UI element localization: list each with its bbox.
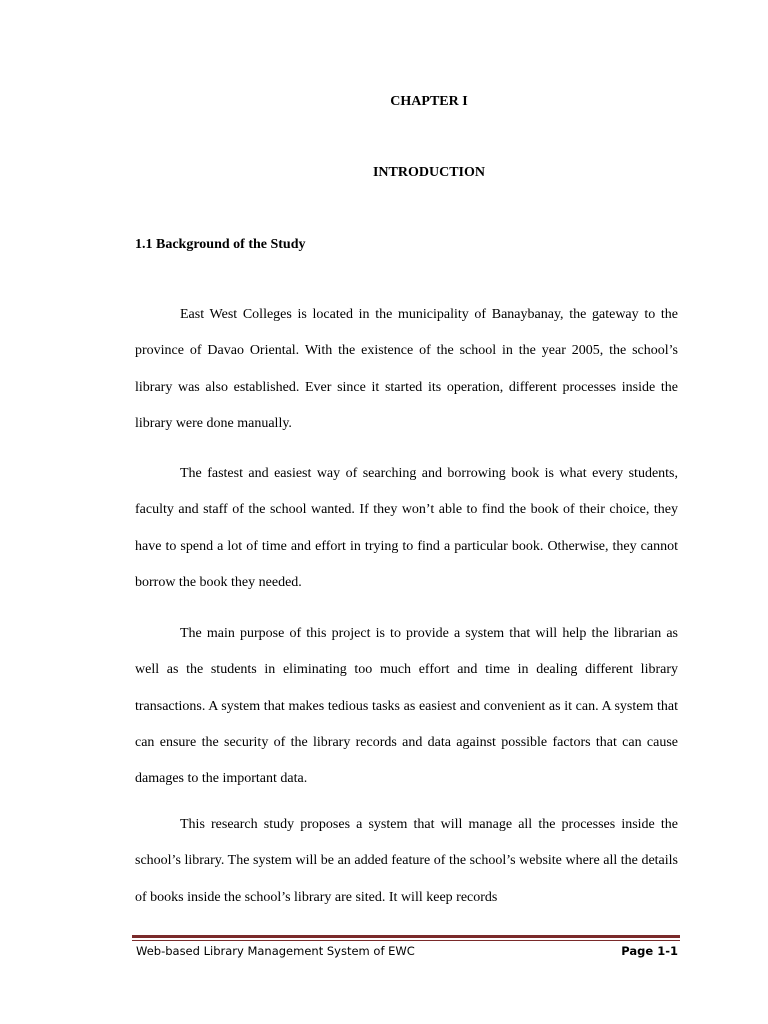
footer-rule-thick — [132, 935, 680, 938]
footer-page-number: Page 1-1 — [621, 944, 678, 958]
chapter-title: INTRODUCTION — [372, 165, 485, 180]
body-paragraph-1: East West Colleges is located in the municipality of Banaybanay, the gateway to the province of Davao Oriental. With the existence of the school in the year 2005, the school’s library was also established. Ever since it started its operation, different processes inside the library were done manually. — [135, 307, 678, 431]
footer-rule-thin — [132, 940, 680, 941]
body-paragraph-3: The main purpose of this project is to provide a system that will help the librarian as well as the students in eliminating too much effort and time in dealing different library transactions. A system that makes tedious tasks as easiest and convenient as it can. A system that can ensure the security of the library records and data against possible factors that can cause damages to the important data. — [135, 626, 678, 787]
body-paragraph-2: The fastest and easiest way of searching and borrowing book is what every students, faculty and staff of the school wanted. If they won’t able to find the book of their choice, they have to spend a lot of time and effort in trying to find a particular book. Otherwise, they cannot borrow the book they needed. — [135, 466, 678, 590]
section-heading: 1.1 Background of the Study — [135, 237, 306, 252]
chapter-heading: CHAPTER I — [390, 94, 468, 109]
footer-document-title: Web-based Library Management System of EWC — [136, 944, 415, 958]
body-paragraph-4: This research study proposes a system that will manage all the processes inside the school’s library. The system will be an added feature of the school’s website where all the details of books inside the school’s library are sited. It will keep records — [135, 817, 678, 905]
